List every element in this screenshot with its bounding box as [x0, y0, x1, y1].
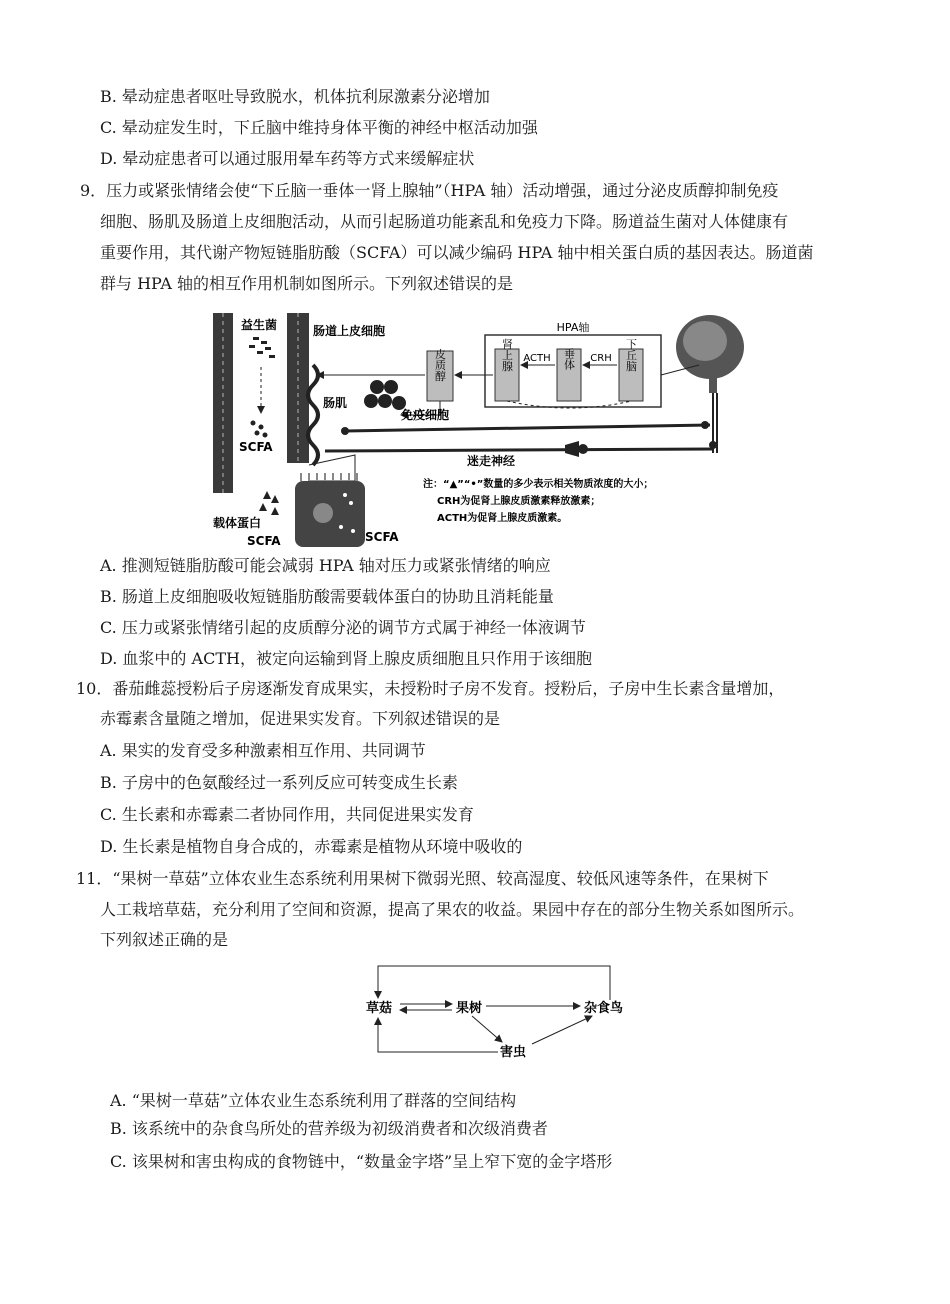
scfa-triangles: [259, 491, 279, 515]
brain-icon: [676, 315, 744, 393]
label-vagus: 迷走神经: [467, 454, 516, 468]
node-mushroom: 草菇: [366, 1001, 393, 1016]
label-pituitary: 垂体: [562, 348, 576, 370]
label-adrenal: 肾上腺: [500, 338, 514, 372]
label-crh: CRH: [590, 353, 612, 364]
label-scfa-lumen: SCFA: [239, 440, 273, 454]
q10-stem-line-2: 赤霉素含量随之增加，促进果实发育。下列叙述错误的是: [100, 709, 501, 728]
label-epithelial: 肠道上皮细胞: [313, 324, 386, 338]
q11-option-b: B. 该系统中的杂食鸟所处的营养级为初级消费者和次级消费者: [110, 1119, 548, 1138]
prev-option-c: C. 晕动症发生时，下丘脑中维持身体平衡的神经中枢活动加强: [100, 118, 538, 137]
node-pest: 害虫: [500, 1045, 527, 1060]
q9-option-d: D. 血浆中的 ACTH，被定向运输到肾上腺皮质细胞且只作用于该细胞: [100, 649, 592, 668]
node-fruit-tree: 果树: [456, 1001, 483, 1016]
immune-cells-icon: [364, 380, 406, 410]
label-cortisol: 皮质醇: [433, 348, 447, 382]
label-scfa-bottom-right: SCFA: [365, 530, 399, 544]
q9-stem-line-1: 9．压力或紧张情绪会使“下丘脑一垂体一肾上腺轴”（HPA 轴）活动增强，通过分泌皮质醇抑制免疫: [80, 181, 779, 200]
q11-stem-line-3: 下列叙述正确的是: [100, 930, 229, 949]
note-title: 注：“▲”“•”数量的多少表示相关物质浓度的大小；: [423, 479, 654, 490]
scfa-dots-lumen: [251, 421, 268, 438]
prev-option-b: B. 晕动症患者呕吐导致脱水，机体抗利尿激素分泌增加: [100, 87, 490, 106]
note-acth: ACTH为促肾上腺皮质激素。: [437, 513, 568, 524]
q11-stem-line-1: 11．“果树一草菇”立体农业生态系统利用果树下微弱光照、较高湿度、较低风速等条件，在果树下: [76, 869, 769, 888]
label-immune: 免疫细胞: [401, 408, 450, 422]
note-crh: CRH为促肾上腺皮质激素释放激素；: [437, 496, 601, 507]
label-muscle: 肠肌: [323, 396, 348, 410]
q11-stem-line-2: 人工栽培草菇，充分利用了空间和资源，提高了果农的收益。果园中存在的部分生物关系如图所示。: [100, 900, 805, 919]
q10-option-b: B. 子房中的色氨酸经过一系列反应可转变成生长素: [100, 773, 458, 792]
q9-stem-line-4: 群与 HPA 轴的相互作用机制如图所示。下列叙述错误的是: [100, 274, 513, 293]
q9-stem-line-3: 重要作用，其代谢产物短链脂肪酸（SCFA）可以减少编码 HPA 轴中相关蛋白质的基因表达。肠道菌: [100, 243, 814, 262]
q10-option-d: D. 生长素是植物自身合成的，赤霉素是植物从环境中吸收的: [100, 837, 523, 856]
probiotics-icon: [249, 337, 275, 358]
q11-option-c: C. 该果树和害虫构成的食物链中，“数量金字塔”呈上窄下宽的金字塔形: [110, 1152, 613, 1171]
label-acth: ACTH: [523, 353, 551, 364]
label-hypothalamus: 下丘脑: [624, 338, 638, 372]
q9-option-b: B. 肠道上皮细胞吸收短链脂肪酸需要载体蛋白的协助且消耗能量: [100, 587, 554, 606]
q11-food-web-diagram: [360, 960, 650, 1060]
q9-option-c: C. 压力或紧张情绪引起的皮质醇分泌的调节方式属于神经一体液调节: [100, 618, 586, 637]
q9-hpa-diagram: [205, 305, 745, 550]
label-probiotics: 益生菌: [241, 318, 278, 332]
microvilli: [301, 473, 357, 481]
q10-option-a: A. 果实的发育受多种激素相互作用、共同调节: [100, 741, 426, 760]
prev-option-d: D. 晕动症患者可以通过服用晕车药等方式来缓解症状: [100, 149, 475, 168]
q9-option-a: A. 推测短链脂肪酸可能会减弱 HPA 轴对压力或紧张情绪的响应: [100, 556, 551, 575]
gut-muscle-shape: [308, 365, 318, 465]
q10-option-c: C. 生长素和赤霉素二者协同作用，共同促进果实发育: [100, 805, 474, 824]
node-bird: 杂食鸟: [584, 1001, 624, 1016]
label-carrier: 载体蛋白: [213, 516, 262, 530]
q10-stem-line-1: 10．番茄雌蕊授粉后子房逐渐发育成果实，未授粉时子房不发育。授粉后，子房中生长素含量增加，: [76, 679, 785, 698]
label-scfa-bottom-left: SCFA: [247, 534, 281, 548]
q11-option-a: A. “果树一草菇”立体农业生态系统利用了群落的空间结构: [110, 1091, 517, 1110]
label-hpa-axis: HPA轴: [556, 321, 590, 334]
q9-stem-line-2: 细胞、肠肌及肠道上皮细胞活动，从而引起肠道功能紊乱和免疫力下降。肠道益生菌对人体健康有: [100, 212, 789, 231]
